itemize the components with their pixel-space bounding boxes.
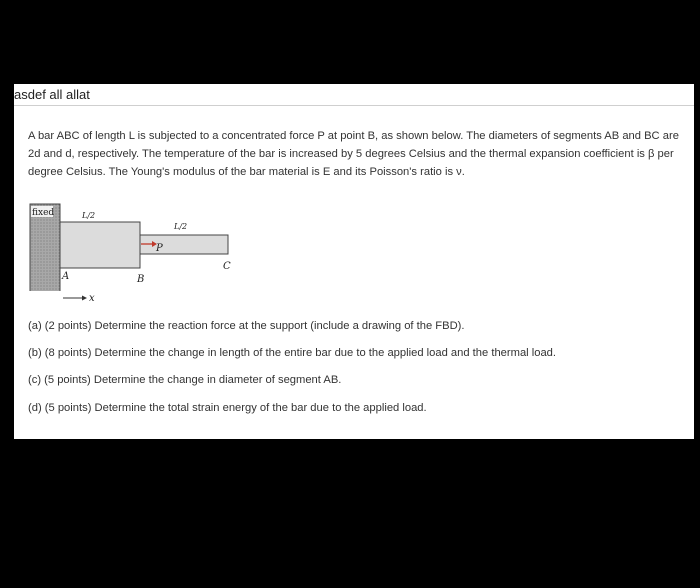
ab-length-label: L/2 — [82, 211, 96, 220]
segment-ab — [60, 222, 140, 268]
header-divider — [14, 105, 694, 106]
bar-diagram — [28, 201, 248, 291]
question-d: (d) (5 points) Determine the total strain energy of the bar due to the applied load. — [28, 402, 427, 414]
bc-length-label: L/2 — [174, 222, 188, 231]
force-label: P — [156, 243, 163, 254]
point-a-label: A — [62, 271, 70, 282]
x-axis-label: x — [89, 293, 95, 304]
question-b: (b) (8 points) Determine the change in length of the entire bar due to the applied load and the thermal load. — [28, 347, 557, 359]
point-b-label: B — [137, 274, 145, 285]
problem-statement: A bar ABC of length L is subjected to a concentrated force P at point B, as shown below. The diameters of segments AB and BC are 2d and d, respectively. The temperature of the bar is increased by 5 degrees Celsius and the thermal expansion coefficient is β per degree Celsius. The Young's modulus of the bar material is E and its Poisson's ratio is ν. — [28, 130, 679, 178]
question-c: (c) (5 points) Determine the change in diameter of segment AB. — [28, 374, 342, 386]
question-a: (a) (2 points) Determine the reaction force at the support (include a drawing of the FBD). — [28, 320, 465, 332]
point-c-label: C — [223, 261, 231, 272]
fixed-label: fixed — [32, 208, 55, 218]
page-title: asdef all allat — [14, 87, 90, 102]
content-panel — [14, 84, 694, 439]
x-axis-indicator — [62, 291, 102, 305]
